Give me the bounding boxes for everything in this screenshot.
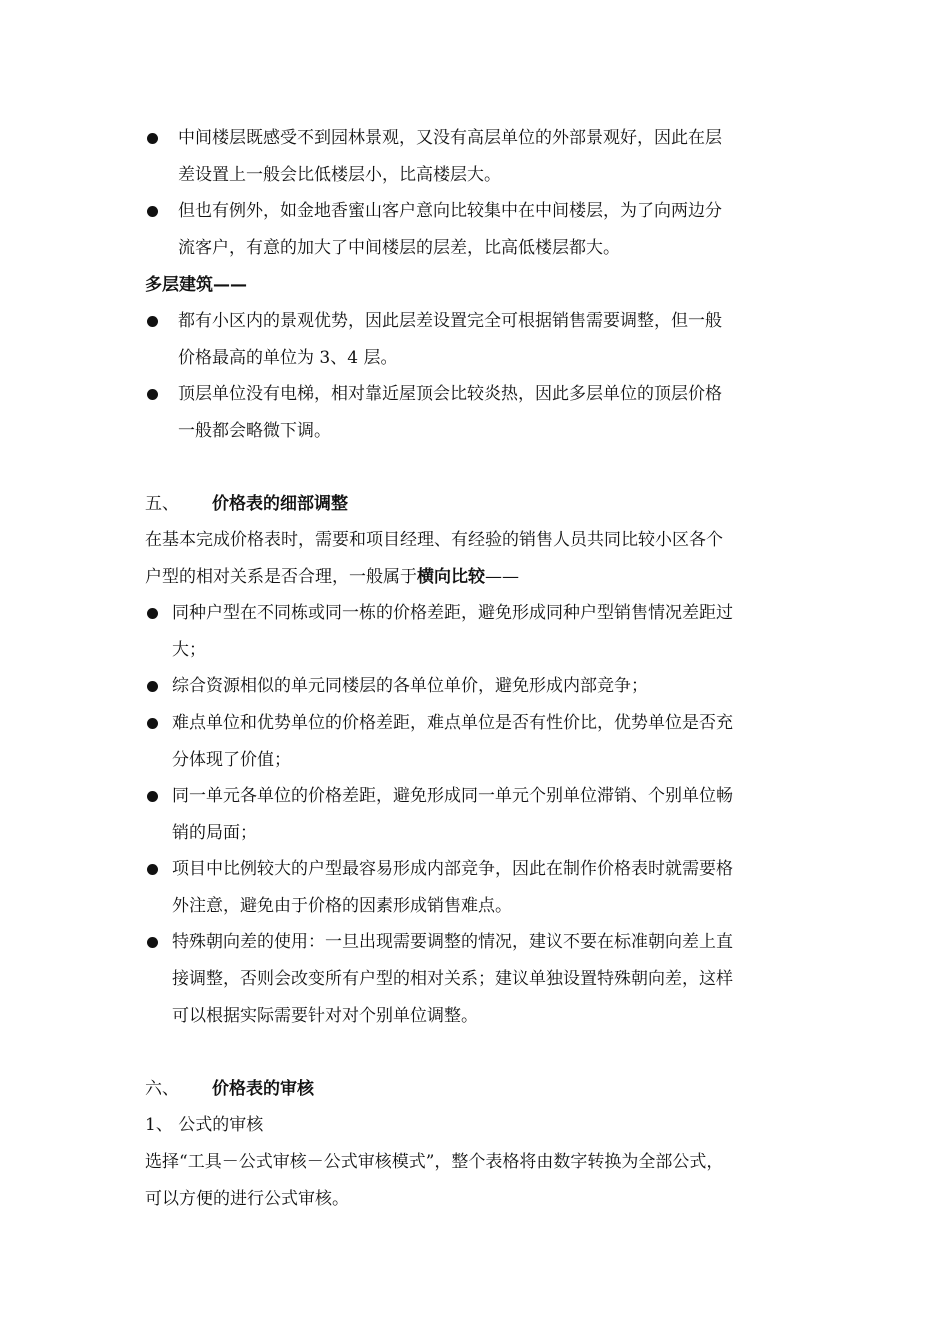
section5-bullet-4-line-1: 同一单元各单位的价格差距，避免形成同一单元个别单位滞销、个别单位畅 xyxy=(172,786,733,806)
bullet-dot-icon xyxy=(147,718,158,729)
multistory-bullet-2-line-1: 顶层单位没有电梯，相对靠近屋顶会比较炎热，因此多层单位的顶层价格 xyxy=(178,384,722,404)
section5-para-line-1: 在基本完成价格表时，需要和项目经理、有经验的销售人员共同比较小区各个 xyxy=(145,530,723,550)
section5-number: 五、 xyxy=(145,494,179,514)
intro-bullet-2-line-1: 但也有例外，如金地香蜜山客户意向比较集中在中间楼层，为了向两边分 xyxy=(178,201,722,221)
section5-bullet-6-line-1: 特殊朝向差的使用：一旦出现需要调整的情况，建议不要在标准朝向差上直 xyxy=(172,932,733,952)
intro-bullet-1-line-2: 差设置上一般会比低楼层小，比高楼层大。 xyxy=(178,165,501,185)
bullet-dot-icon xyxy=(147,133,158,144)
section6-subheading-1: 1、 公式的审核 xyxy=(145,1115,264,1135)
intro-bullet-1-line-1: 中间楼层既感受不到园林景观，又没有高层单位的外部景观好，因此在层 xyxy=(178,128,722,148)
section6-para-line-2: 可以方便的进行公式审核。 xyxy=(145,1189,349,1209)
section5-bullet-5-line-2: 外注意，避免由于价格的因素形成销售难点。 xyxy=(172,896,512,916)
section5-para-line-2-bold: 横向比较 xyxy=(417,567,485,587)
bullet-dot-icon xyxy=(147,608,158,619)
section5-bullet-2-line-1: 综合资源相似的单元同楼层的各单位单价，避免形成内部竞争； xyxy=(172,676,648,696)
section5-para-line-2 xyxy=(145,566,519,588)
bullet-dot-icon xyxy=(147,864,158,875)
multistory-heading: 多层建筑—— xyxy=(145,275,247,295)
bullet-dot-icon xyxy=(147,389,158,400)
section6-title: 价格表的审核 xyxy=(212,1079,314,1099)
bullet-dot-icon xyxy=(147,316,158,327)
section5-bullet-3-line-2: 分体现了价值； xyxy=(172,750,291,770)
section5-bullet-6-line-2: 接调整，否则会改变所有户型的相对关系；建议单独设置特殊朝向差，这样 xyxy=(172,969,733,989)
section5-title: 价格表的细部调整 xyxy=(212,494,348,514)
section5-bullet-1-line-2: 大； xyxy=(172,640,206,660)
section5-para-line-2-pre: 户型的相对关系是否合理，一般属于 xyxy=(145,567,417,587)
section6-para-line-1: 选择“工具－公式审核－公式审核模式”，整个表格将由数字转换为全部公式， xyxy=(145,1152,724,1172)
multistory-bullet-2-line-2: 一般都会略微下调。 xyxy=(178,421,331,441)
section5-bullet-6-line-3: 可以根据实际需要针对对个别单位调整。 xyxy=(172,1006,478,1026)
multistory-bullet-1-line-1: 都有小区内的景观优势，因此层差设置完全可根据销售需要调整，但一般 xyxy=(178,311,722,331)
section5-bullet-1-line-1: 同种户型在不同栋或同一栋的价格差距，避免形成同种户型销售情况差距过 xyxy=(172,603,733,623)
bullet-dot-icon xyxy=(147,937,158,948)
bullet-dot-icon xyxy=(147,206,158,217)
intro-bullet-2-line-2: 流客户，有意的加大了中间楼层的层差，比高低楼层都大。 xyxy=(178,238,620,258)
section6-number: 六、 xyxy=(145,1079,179,1099)
section5-para-line-2-post: —— xyxy=(485,567,519,587)
bullet-dot-icon xyxy=(147,791,158,802)
section5-bullet-4-line-2: 销的局面； xyxy=(172,823,257,843)
section5-bullet-3-line-1: 难点单位和优势单位的价格差距，难点单位是否有性价比，优势单位是否充 xyxy=(172,713,733,733)
multistory-bullet-1-line-2: 价格最高的单位为 3、4 层。 xyxy=(178,348,398,368)
bullet-dot-icon xyxy=(147,681,158,692)
section5-bullet-5-line-1: 项目中比例较大的户型最容易形成内部竞争，因此在制作价格表时就需要格 xyxy=(172,859,733,879)
